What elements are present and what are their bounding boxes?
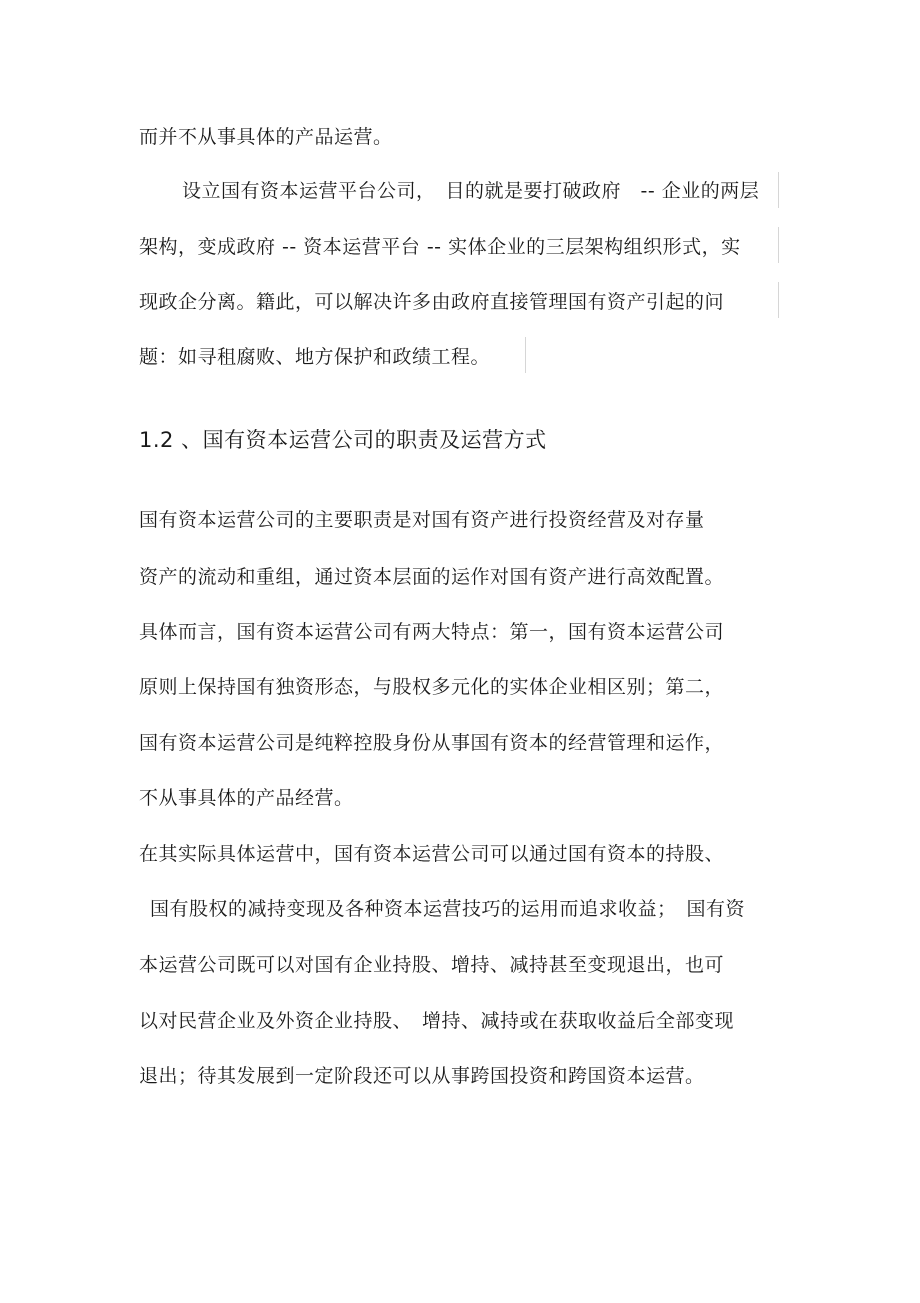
margin-rule (778, 172, 779, 208)
paragraph-line: 而并不从事具体的产品运营。 (139, 126, 393, 148)
paragraph-line: 原则上保持国有独资形态，与股权多元化的实体企业相区别；第二， (139, 676, 725, 698)
paragraph-line: 架构，变成政府 -- 资本运营平台 -- 实体企业的三层架构组织形式，实 (139, 236, 741, 258)
paragraph-line: 国有资本运营公司的主要职责是对国有资产进行投资经营及对存量 (139, 509, 705, 531)
margin-rule (525, 337, 526, 373)
paragraph-line: 具体而言，国有资本运营公司有两大特点：第一，国有资本运营公司 (139, 621, 725, 643)
paragraph-line: 设立国有资本运营平台公司， 目的就是要打破政府 -- 企业的两层 (182, 180, 760, 202)
paragraph-line: 国有股权的减持变现及各种资本运营技巧的运用而追求收益； 国有资 (150, 898, 746, 920)
paragraph-line: 国有资本运营公司是纯粹控股身份从事国有资本的经营管理和运作， (139, 732, 725, 754)
margin-rule (778, 282, 779, 318)
paragraph-line: 资产的流动和重组，通过资本层面的运作对国有资产进行高效配置。 (139, 566, 725, 588)
paragraph-line: 不从事具体的产品经营。 (139, 787, 354, 809)
paragraph-line: 以对民营企业及外资企业持股、 增持、减持或在获取收益后全部变现 (139, 1010, 735, 1032)
paragraph-line: 现政企分离。籍此，可以解决许多由政府直接管理国有资产引起的问 (139, 291, 725, 313)
section-heading: 1.2 、国有资本运营公司的职责及运营方式 (139, 428, 547, 452)
paragraph-line: 在其实际具体运营中，国有资本运营公司可以通过国有资本的持股、 (139, 843, 725, 865)
paragraph-line: 本运营公司既可以对国有企业持股、增持、减持甚至变现退出，也可 (139, 954, 725, 976)
paragraph-line: 题：如寻租腐败、地方保护和政绩工程。 (139, 346, 491, 368)
paragraph-line: 退出；待其发展到一定阶段还可以从事跨国投资和跨国资本运营。 (139, 1065, 705, 1087)
margin-rule (778, 227, 779, 263)
